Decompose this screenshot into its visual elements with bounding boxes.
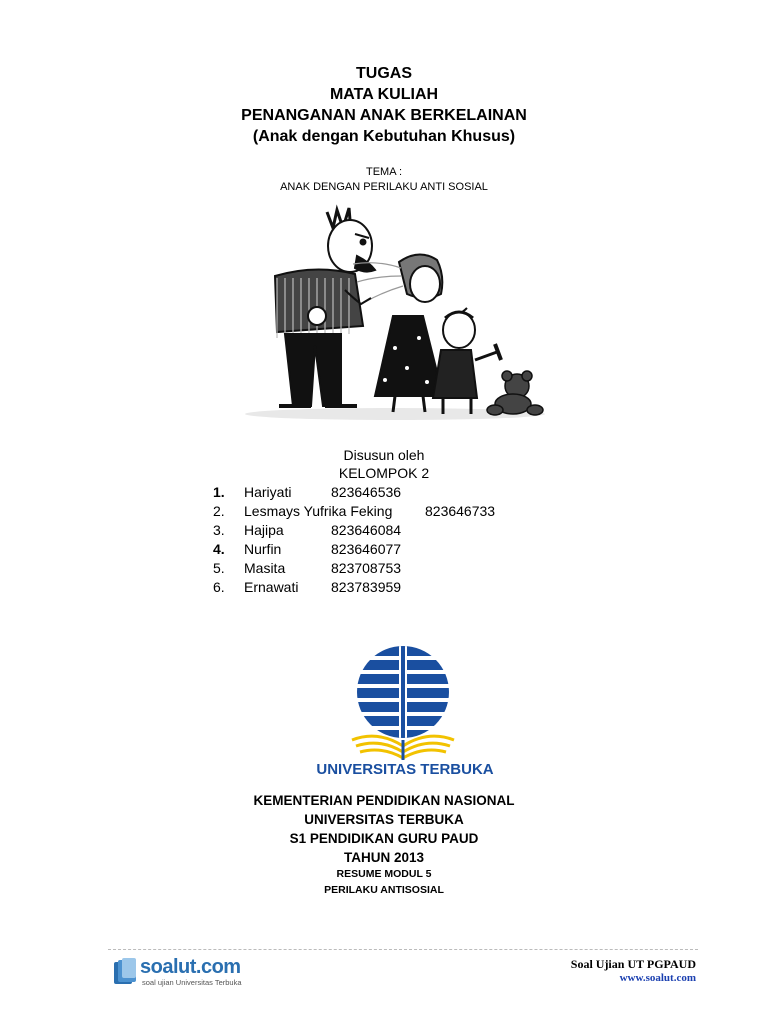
member-name: Nurfin — [244, 541, 282, 557]
member-name: Lesmays Yufrika Feking — [244, 503, 393, 519]
member-number: 1. — [213, 484, 225, 500]
tema-label: TEMA : — [365, 166, 403, 178]
member-name: Hajipa — [244, 522, 284, 538]
title-course-sub: (Anak dengan Kebutuhan Khusus) — [252, 128, 516, 145]
member-nim: 823646536 — [331, 484, 402, 500]
soalut-logo[interactable] — [112, 958, 262, 990]
ut-logo-text: UNIVERSITAS TERBUKA — [316, 761, 494, 778]
title-tugas: TUGAS — [356, 65, 412, 82]
member-name: Hariyati — [244, 484, 292, 500]
ut-logo — [300, 640, 510, 780]
institution-line2: UNIVERSITAS TERBUKA — [304, 812, 464, 827]
soalut-tagline: soal ujian Universitas Terbuka — [142, 978, 242, 987]
member-nim: 823708753 — [331, 560, 402, 576]
member-number: 2. — [213, 503, 225, 519]
tema-value: ANAK DENGAN PERILAKU ANTI SOSIAL — [280, 181, 488, 193]
disusun-oleh: Disusun oleh — [343, 447, 425, 463]
member-number: 6. — [213, 579, 225, 595]
institution-line4: TAHUN 2013 — [343, 850, 425, 865]
member-row — [213, 559, 533, 577]
book-stack-icon — [112, 958, 140, 988]
kelompok-label: KELOMPOK 2 — [338, 465, 430, 481]
institution-line6: PERILAKU ANTISOSIAL — [324, 884, 444, 896]
member-number: 4. — [213, 541, 225, 557]
footer-title: Soal Ujian UT PGPAUD — [570, 957, 696, 971]
child-figure — [433, 312, 501, 414]
member-nim: 823646733 — [425, 503, 496, 519]
member-row — [213, 483, 533, 501]
member-row — [213, 578, 533, 596]
member-name: Ernawati — [244, 579, 299, 595]
father-figure — [275, 208, 375, 406]
footer-divider — [108, 949, 698, 950]
teddy-bear-figure — [487, 371, 543, 415]
institution-line5: RESUME MODUL 5 — [336, 868, 432, 880]
title-mata-kuliah: MATA KULIAH — [329, 86, 439, 103]
soalut-brand: soalut.com — [140, 956, 241, 978]
member-row — [213, 540, 533, 558]
member-list — [213, 483, 533, 595]
title-course: PENANGANAN ANAK BERKELAINAN — [241, 107, 527, 124]
institution-line1: KEMENTERIAN PENDIDIKAN NASIONAL — [253, 793, 515, 808]
member-nim: 823646077 — [331, 541, 402, 557]
member-number: 3. — [213, 522, 225, 538]
member-row — [213, 502, 533, 520]
member-name: Masita — [244, 560, 286, 576]
member-nim: 823646084 — [331, 522, 402, 538]
member-row — [213, 521, 533, 539]
footer-url[interactable]: www.soalut.com — [619, 972, 696, 984]
member-nim: 823783959 — [331, 579, 402, 595]
member-number: 5. — [213, 560, 225, 576]
institution-line3: S1 PENDIDIKAN GURU PAUD — [289, 831, 479, 846]
family-illustration — [245, 198, 545, 423]
globe-icon — [355, 644, 451, 740]
